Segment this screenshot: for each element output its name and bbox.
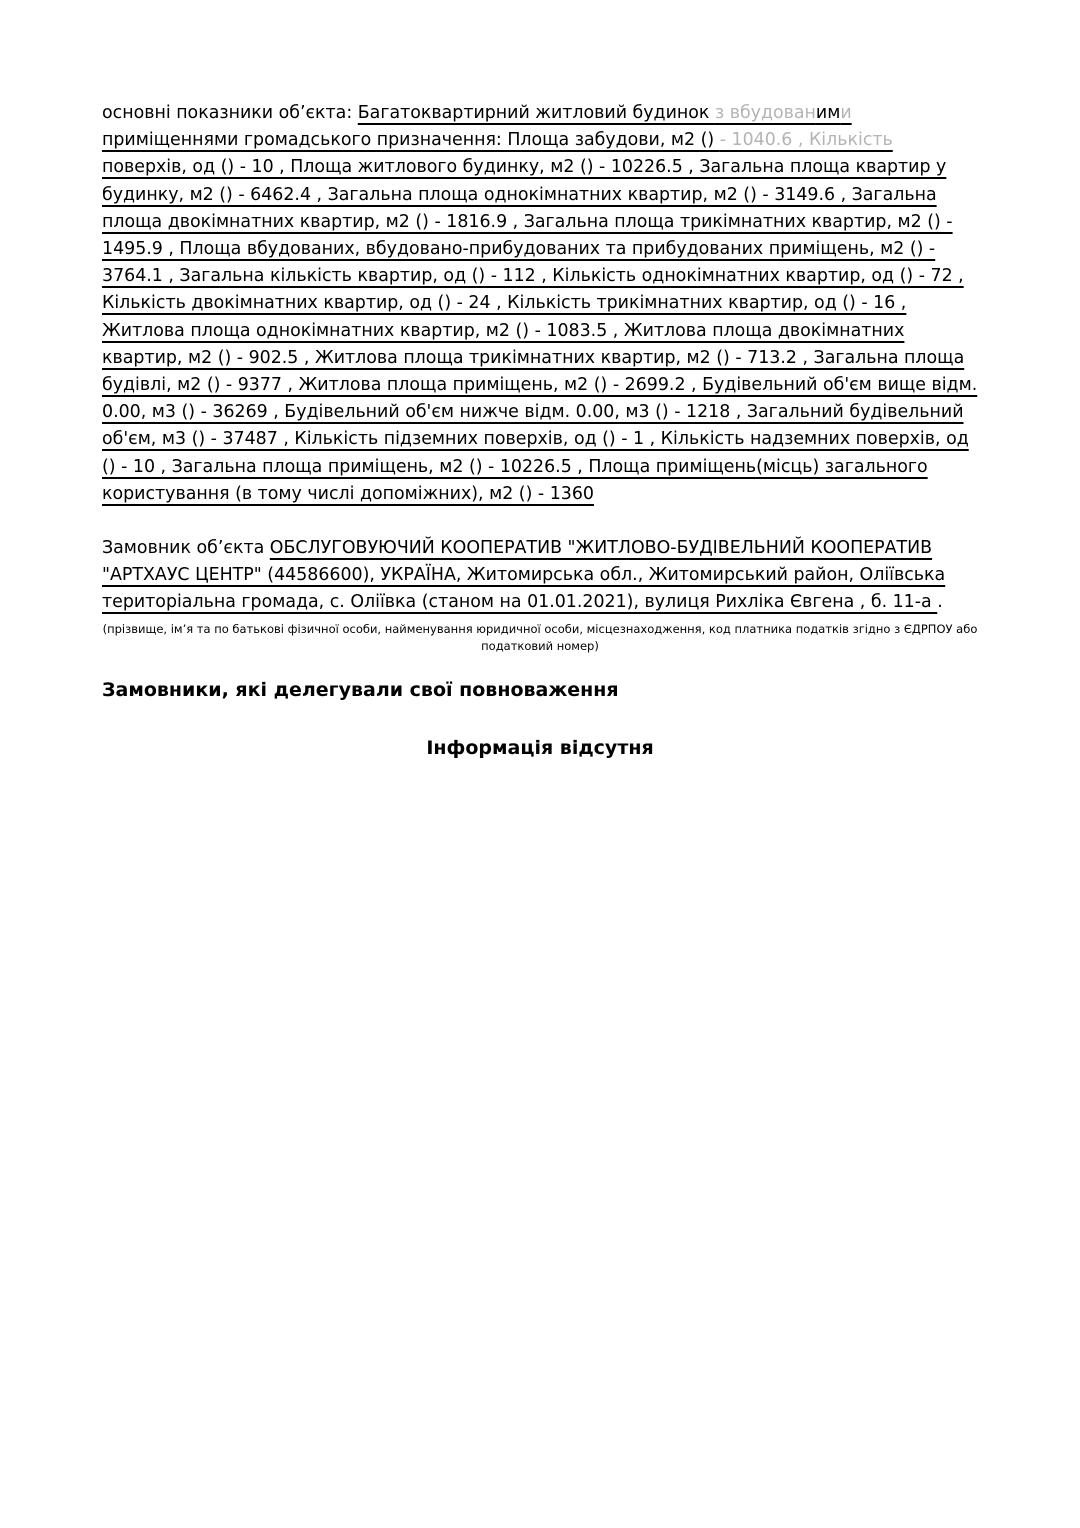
customer-caption: (прізвище, ім’я та по батькові фізичної особи, найменування юридичної особи, місцезнаходження, код платника податків згідно з ЄДРПОУ або податковий номер): [102, 621, 978, 653]
object-indicators-label: основні показники об’єкта:: [102, 103, 358, 123]
object-indicators-value-faded: з вбудован: [714, 103, 816, 123]
object-indicators-value-faded: - 1040.6 , Кількість: [719, 130, 893, 151]
document-page: [102, 100, 978, 761]
no-information-text: Інформація відсутня: [426, 736, 654, 759]
customer-label: Замовник об’єкта: [102, 538, 270, 559]
delegated-customers-heading: Замовники, які делегували свої повноваження: [102, 678, 619, 701]
customer-end: .: [937, 592, 943, 613]
object-indicators-value-main: Багатоквартирний житловий будинок: [357, 103, 715, 123]
object-indicators-value-faded: и: [840, 103, 852, 123]
object-indicators-value: [102, 103, 977, 504]
customer-paragraph: [102, 535, 978, 617]
object-indicators-paragraph: [102, 100, 978, 508]
object-indicators-value-rest: приміщеннями громадського призначення: Площа забудови, м2 (): [102, 130, 720, 151]
object-indicators-value-rest: поверхів, од () - 10 , Площа житлового будинку, м2 () - 10226.5 , Загальна площа квартир у будинку, м2 () - 6462.4 , Загальна площа однокімнатних квартир, м2 () - 3149.6 , Загальна площа двокімнатних квартир, м2 () - 1816.9 , Загальна площа трикімнатних квартир, м2 () - 1495.9 , Площа вбудованих, вбудовано-прибудованих та прибудованих приміщень, м2 () - 3764.1 , Загальна кількість квартир, од () - 112 , Кількість однокімнатних квартир, од () - 72 , Кількість двокімнатних квартир, од () - 24 , Кількість трикімнатних квартир, од () - 16 , Житлова площа однокімнатних квартир, м2 () - 1083.5 , Житлова площа двокімнатних квартир, м2 () - 902.5 , Житлова площа трикімнатних квартир, м2 () - 713.2 , Загальна площа будівлі, м2 () - 9377 , Житлова площа приміщень, м2 () - 2699.2 , Будівельний об'єм вище відм. 0.00, м3 () - 36269 , Будівельний об'єм нижче відм. 0.00, м3 () - 1218 , Загальний будівельний об'єм, м3 () - 37487 , Кількість підземних поверхів, од () - 1 , Кількість надземних поверхів, од () - 10 , Загальна площа приміщень, м2 () - 10226.5 , Площа приміщень(місць) загального користування (в тому числі допоміжних), м2 () - 1360: [102, 157, 978, 504]
object-indicators-value-mid: им: [815, 103, 841, 123]
customer-value: ОБСЛУГОВУЮЧИЙ КООПЕРАТИВ "ЖИТЛОВО-БУДІВЕЛЬНИЙ КООПЕРАТИВ "АРТХАУС ЦЕНТР" (44586600), УКРАЇНА, Житомирська обл., Житомирський район, Оліївська територіальна громада, с. Оліївка (станом на 01.01.2021), вулиця Рихліка Євгена , б. 11-а: [102, 538, 946, 613]
